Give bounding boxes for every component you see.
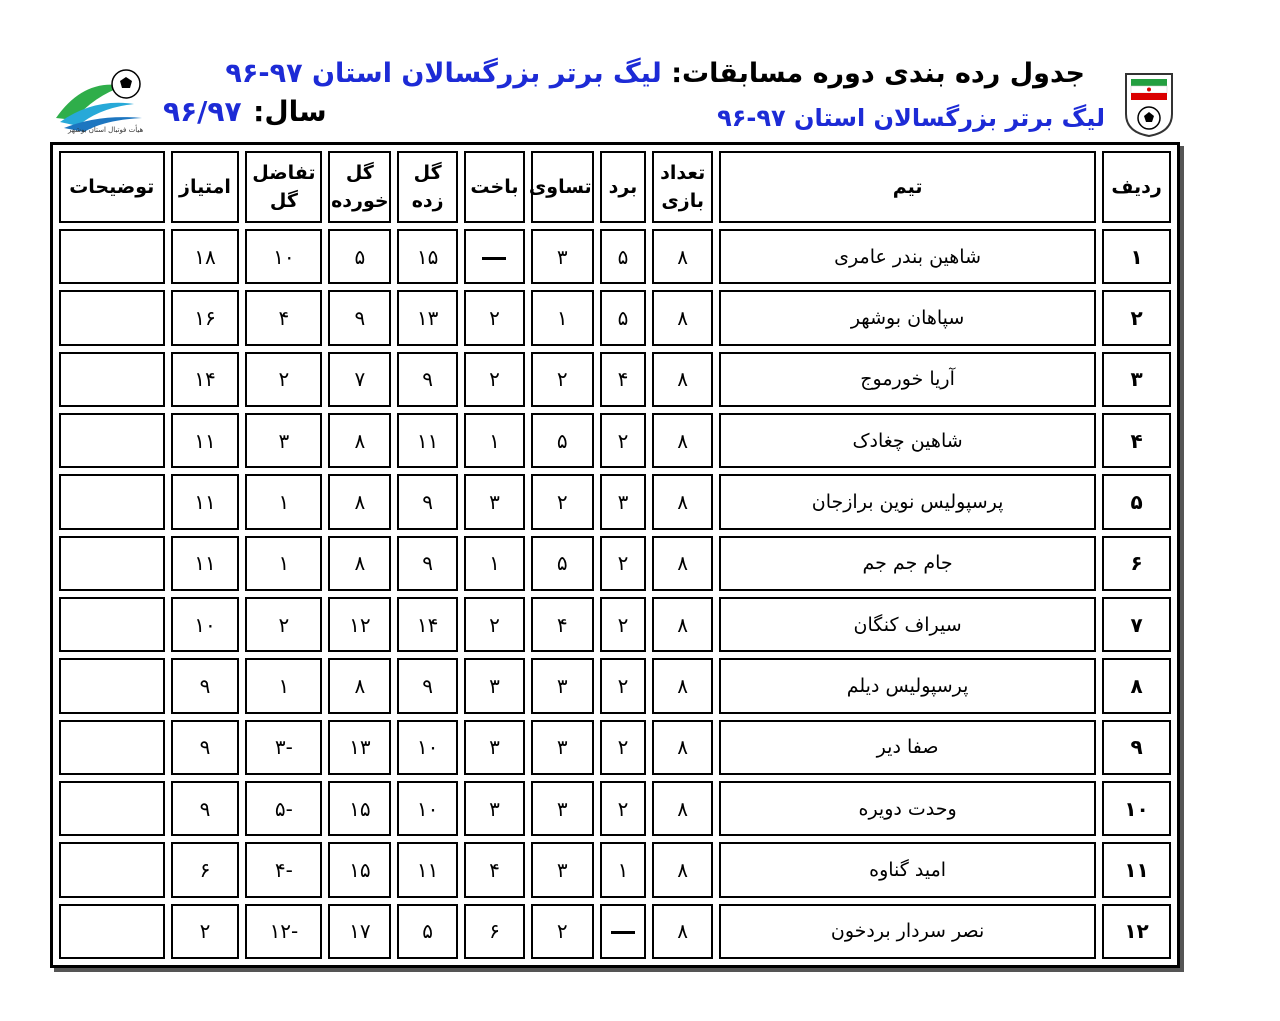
col-header-team: تیم	[719, 151, 1096, 223]
cell-team: شاهین چغادک	[719, 413, 1096, 468]
cell-notes	[59, 352, 165, 407]
table-row	[59, 904, 1171, 959]
cell-notes	[59, 658, 165, 713]
table-row	[59, 474, 1171, 529]
cell-points: ۱۸	[171, 229, 240, 284]
cell-goals-for: ۱۰	[397, 781, 458, 836]
cell-rank: ۴	[1102, 413, 1171, 468]
col-header-lost: باخت	[464, 151, 525, 223]
cell-goals-for: ۹	[397, 658, 458, 713]
cell-lost: ۶	[464, 904, 525, 959]
cell-points: ۱۰	[171, 597, 240, 652]
cell-played: ۸	[652, 352, 713, 407]
logo-caption: هیأت فوتبال استان بوشهر	[68, 126, 144, 134]
cell-team: نصر سردار بردخون	[719, 904, 1096, 959]
cell-team: سیراف کنگان	[719, 597, 1096, 652]
cell-team: امید گناوه	[719, 842, 1096, 897]
cell-notes	[59, 290, 165, 345]
page-title	[225, 58, 1085, 89]
cell-notes	[59, 536, 165, 591]
col-header-drawn: تساوی	[531, 151, 594, 223]
cell-won: ۲	[600, 597, 647, 652]
cell-goals-against: ۸	[328, 474, 391, 529]
cell-played: ۸	[652, 229, 713, 284]
cell-won: ۲	[600, 658, 647, 713]
cell-points: ۱۱	[171, 413, 240, 468]
cell-goal-difference: ۱	[245, 536, 322, 591]
cell-won: ۵	[600, 229, 647, 284]
cell-notes	[59, 720, 165, 775]
cell-team: شاهین بندر عامری	[719, 229, 1096, 284]
cell-team: صفا دیر	[719, 720, 1096, 775]
cell-rank: ۱	[1102, 229, 1171, 284]
table-row	[59, 413, 1171, 468]
cell-played: ۸	[652, 842, 713, 897]
cell-rank: ۶	[1102, 536, 1171, 591]
cell-drawn: ۵	[531, 536, 594, 591]
cell-lost: ۲	[464, 290, 525, 345]
cell-rank: ۹	[1102, 720, 1171, 775]
col-header-notes: توضیحات	[59, 151, 165, 223]
cell-goals-against: ۸	[328, 413, 391, 468]
dash-mark	[611, 931, 635, 934]
table-row	[59, 536, 1171, 591]
cell-notes	[59, 413, 165, 468]
cell-lost: ۳	[464, 474, 525, 529]
cell-played: ۸	[652, 904, 713, 959]
cell-rank: ۵	[1102, 474, 1171, 529]
cell-points: ۹	[171, 781, 240, 836]
cell-points: ۹	[171, 720, 240, 775]
cell-points: ۱۶	[171, 290, 240, 345]
table-row	[59, 229, 1171, 284]
cell-goals-against: ۱۵	[328, 781, 391, 836]
col-header-won: برد	[600, 151, 647, 223]
cell-drawn: ۲	[531, 352, 594, 407]
cell-goals-against: ۹	[328, 290, 391, 345]
cell-goal-difference: ۲	[245, 352, 322, 407]
cell-goal-difference: ۴	[245, 290, 322, 345]
football-federation-logo-icon	[1122, 70, 1176, 138]
cell-notes	[59, 842, 165, 897]
cell-won: ۳	[600, 474, 647, 529]
cell-goals-against: ۵	[328, 229, 391, 284]
cell-played: ۸	[652, 474, 713, 529]
cell-lost: ۲	[464, 597, 525, 652]
cell-goals-for: ۱۱	[397, 842, 458, 897]
cell-drawn: ۵	[531, 413, 594, 468]
cell-lost: ۱	[464, 536, 525, 591]
cell-rank: ۲	[1102, 290, 1171, 345]
cell-goals-against: ۷	[328, 352, 391, 407]
cell-goals-for: ۹	[397, 352, 458, 407]
cell-goals-for: ۹	[397, 536, 458, 591]
cell-rank: ۱۲	[1102, 904, 1171, 959]
cell-team: پرسپولیس دیلم	[719, 658, 1096, 713]
cell-goals-against: ۱۷	[328, 904, 391, 959]
cell-team: وحدت دویره	[719, 781, 1096, 836]
cell-played: ۸	[652, 597, 713, 652]
cell-goals-for: ۱۰	[397, 720, 458, 775]
cell-drawn: ۲	[531, 474, 594, 529]
col-header-rank: ردیف	[1102, 151, 1171, 223]
cell-won: ۵	[600, 290, 647, 345]
cell-won: ۲	[600, 413, 647, 468]
cell-goal-difference: ۱۰	[245, 229, 322, 284]
cell-played: ۸	[652, 413, 713, 468]
cell-played: ۸	[652, 781, 713, 836]
standings-table-frame	[50, 142, 1180, 968]
col-header-goal-difference: تفاضل گل	[245, 151, 322, 223]
cell-goals-for: ۱۴	[397, 597, 458, 652]
cell-drawn: ۴	[531, 597, 594, 652]
cell-lost: ۳	[464, 658, 525, 713]
cell-lost: ۳	[464, 720, 525, 775]
page-subtitle: لیگ برتر بزرگسالان استان ۹۷-۹۶	[717, 104, 1105, 132]
cell-won: ۲	[600, 781, 647, 836]
page-header	[0, 0, 1280, 145]
standings-table	[53, 145, 1177, 965]
col-header-played: تعداد بازی	[652, 151, 713, 223]
cell-drawn: ۲	[531, 904, 594, 959]
col-header-goals-for: گل زده	[397, 151, 458, 223]
cell-played: ۸	[652, 720, 713, 775]
cell-notes	[59, 904, 165, 959]
cell-goals-for: ۹	[397, 474, 458, 529]
cell-lost	[464, 229, 525, 284]
cell-drawn: ۳	[531, 720, 594, 775]
cell-played: ۸	[652, 536, 713, 591]
cell-goal-difference: -۳	[245, 720, 322, 775]
cell-drawn: ۳	[531, 229, 594, 284]
cell-goals-for: ۱۵	[397, 229, 458, 284]
cell-won: ۲	[600, 720, 647, 775]
cell-goal-difference: -۴	[245, 842, 322, 897]
title-league: لیگ برتر بزرگسالان استان ۹۷-۹۶	[225, 58, 662, 89]
dash-mark	[482, 257, 506, 260]
cell-lost: ۴	[464, 842, 525, 897]
table-row	[59, 658, 1171, 713]
cell-goals-against: ۸	[328, 536, 391, 591]
table-row	[59, 781, 1171, 836]
cell-goals-for: ۵	[397, 904, 458, 959]
cell-lost: ۱	[464, 413, 525, 468]
cell-notes	[59, 781, 165, 836]
cell-rank: ۸	[1102, 658, 1171, 713]
cell-played: ۸	[652, 290, 713, 345]
cell-goals-for: ۱۱	[397, 413, 458, 468]
cell-goals-against: ۱۳	[328, 720, 391, 775]
cell-won: ۴	[600, 352, 647, 407]
cell-points: ۹	[171, 658, 240, 713]
table-row	[59, 720, 1171, 775]
cell-played: ۸	[652, 658, 713, 713]
col-header-goals-against: گل خورده	[328, 151, 391, 223]
cell-notes	[59, 474, 165, 529]
cell-goal-difference: -۱۲	[245, 904, 322, 959]
cell-points: ۱۱	[171, 474, 240, 529]
cell-team: آریا خورموج	[719, 352, 1096, 407]
cell-points: ۲	[171, 904, 240, 959]
cell-rank: ۳	[1102, 352, 1171, 407]
cell-won	[600, 904, 647, 959]
cell-goals-against: ۱۵	[328, 842, 391, 897]
cell-goals-for: ۱۳	[397, 290, 458, 345]
cell-goal-difference: -۵	[245, 781, 322, 836]
year-value: ۹۶/۹۷	[163, 95, 242, 128]
table-row	[59, 597, 1171, 652]
cell-goals-against: ۱۲	[328, 597, 391, 652]
year-label: سال:	[253, 95, 327, 128]
cell-won: ۲	[600, 536, 647, 591]
table-row	[59, 352, 1171, 407]
cell-drawn: ۳	[531, 842, 594, 897]
cell-won: ۱	[600, 842, 647, 897]
title-prefix: جدول رده بندی دوره مسابقات:	[671, 58, 1085, 89]
cell-drawn: ۳	[531, 658, 594, 713]
cell-goal-difference: ۱	[245, 474, 322, 529]
cell-lost: ۲	[464, 352, 525, 407]
cell-lost: ۳	[464, 781, 525, 836]
cell-team: پرسپولیس نوین برازجان	[719, 474, 1096, 529]
cell-rank: ۱۰	[1102, 781, 1171, 836]
table-header-row	[59, 151, 1171, 223]
cell-notes	[59, 597, 165, 652]
cell-rank: ۷	[1102, 597, 1171, 652]
provincial-football-logo-icon	[54, 68, 154, 134]
cell-rank: ۱۱	[1102, 842, 1171, 897]
cell-team: جام جم جم	[719, 536, 1096, 591]
cell-drawn: ۱	[531, 290, 594, 345]
cell-drawn: ۳	[531, 781, 594, 836]
cell-points: ۱۴	[171, 352, 240, 407]
cell-points: ۱۱	[171, 536, 240, 591]
cell-notes	[59, 229, 165, 284]
cell-goal-difference: ۲	[245, 597, 322, 652]
cell-goal-difference: ۱	[245, 658, 322, 713]
cell-goal-difference: ۳	[245, 413, 322, 468]
col-header-points: امتیاز	[171, 151, 240, 223]
season-year	[163, 95, 327, 128]
table-row	[59, 290, 1171, 345]
cell-goals-against: ۸	[328, 658, 391, 713]
cell-points: ۶	[171, 842, 240, 897]
cell-team: سپاهان بوشهر	[719, 290, 1096, 345]
table-row	[59, 842, 1171, 897]
